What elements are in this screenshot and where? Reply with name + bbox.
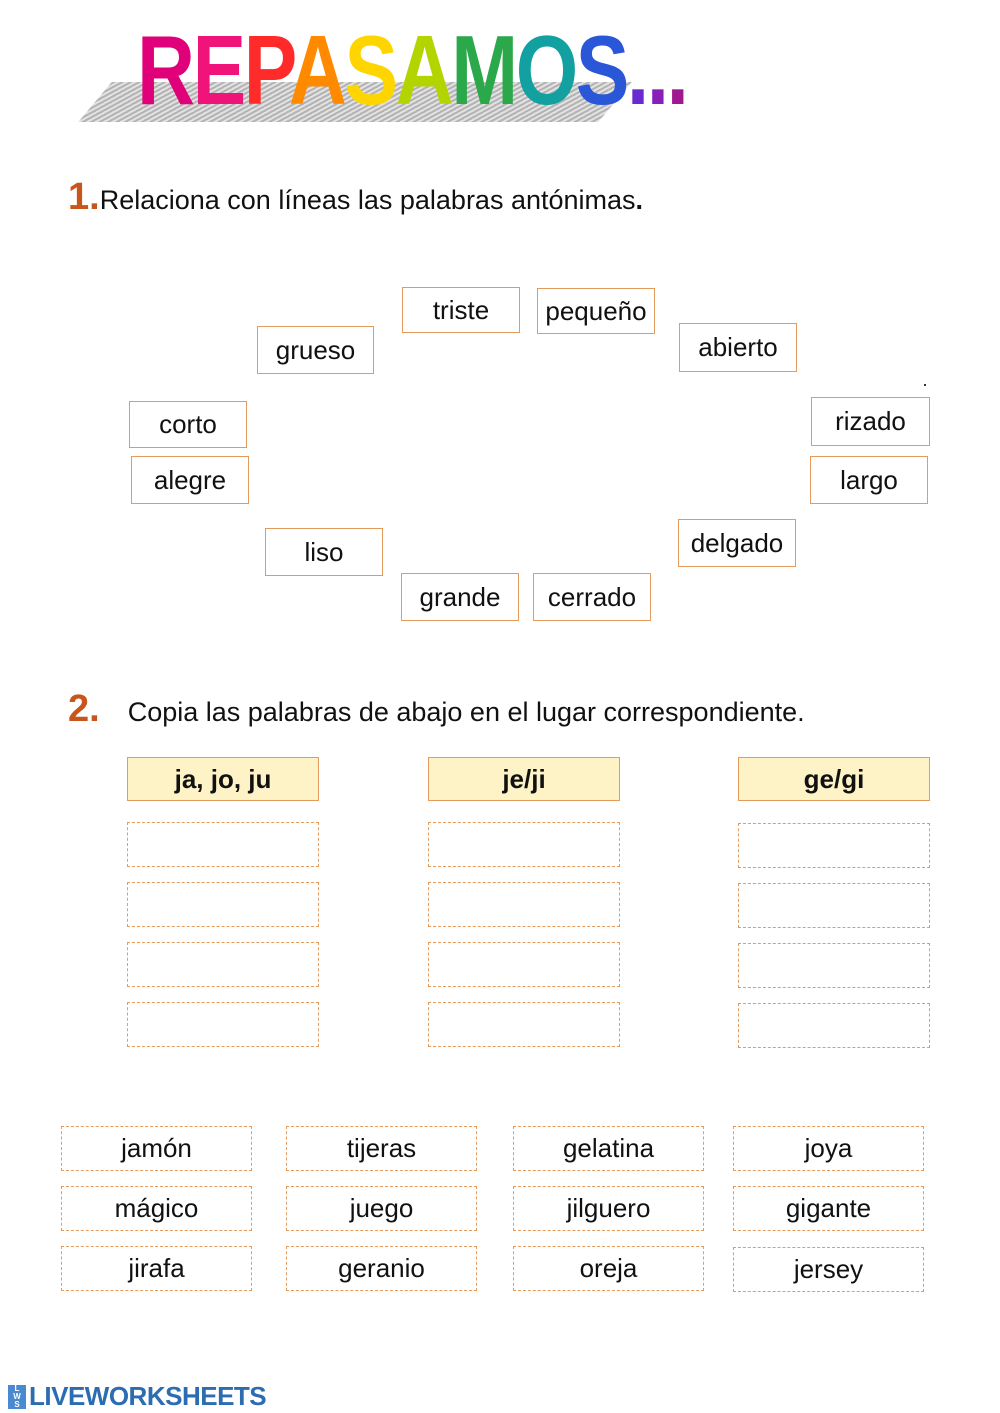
- bank-word-gelatina[interactable]: gelatina: [513, 1126, 704, 1171]
- bank-word-jersey[interactable]: jersey: [733, 1247, 924, 1292]
- title-letter: P: [243, 15, 289, 125]
- bank-word-joya[interactable]: joya: [733, 1126, 924, 1171]
- bank-word-jilguero[interactable]: jilguero: [513, 1186, 704, 1231]
- title-letter: .: [626, 15, 647, 125]
- exercise-1-instruction: Relaciona con líneas las palabras antónimas: [99, 185, 636, 215]
- title-letter: O: [515, 15, 576, 125]
- word-box-rizado[interactable]: rizado: [811, 397, 930, 446]
- title-letter: S: [575, 15, 627, 125]
- title-letter: S: [344, 15, 396, 125]
- word-box-corto[interactable]: corto: [129, 401, 247, 448]
- exercise-2-heading: [68, 688, 805, 731]
- word-box-delgado[interactable]: delgado: [678, 519, 796, 567]
- title-letter: A: [288, 15, 345, 125]
- title-letter: .: [646, 15, 667, 125]
- bank-word-jamon[interactable]: jamón: [61, 1126, 252, 1171]
- logo-icon-letter: W: [13, 1391, 21, 1401]
- answer-slot[interactable]: [127, 822, 319, 867]
- exercise-2-number: 2.: [68, 688, 100, 730]
- title-letter: R: [137, 15, 193, 125]
- liveworksheets-logo-icon: [8, 1385, 26, 1409]
- bank-word-jirafa[interactable]: jirafa: [61, 1246, 252, 1291]
- answer-slot[interactable]: [738, 883, 930, 928]
- word-box-pequeno[interactable]: pequeño: [537, 288, 655, 334]
- bank-word-oreja[interactable]: oreja: [513, 1246, 704, 1291]
- bank-word-magico[interactable]: mágico: [61, 1186, 252, 1231]
- word-box-largo[interactable]: largo: [810, 456, 928, 504]
- title-letter: .: [666, 15, 687, 125]
- answer-slot[interactable]: [428, 882, 620, 927]
- column-header-ja-jo-ju: ja, jo, ju: [127, 757, 319, 801]
- column-header-ge-gi: ge/gi: [738, 757, 930, 801]
- bank-word-tijeras[interactable]: tijeras: [286, 1126, 477, 1171]
- exercise-1-instruction-end: .: [635, 185, 644, 215]
- title-letter: M: [451, 15, 516, 125]
- exercise-1-heading: [68, 176, 643, 219]
- answer-slot[interactable]: [127, 942, 319, 987]
- word-box-triste[interactable]: triste: [402, 287, 520, 333]
- answer-slot[interactable]: [738, 823, 930, 868]
- title-logo: [95, 15, 687, 130]
- exercise-2-instruction: Copia las palabras de abajo en el lugar correspondiente.: [127, 697, 805, 727]
- word-box-liso[interactable]: liso: [265, 528, 383, 576]
- answer-slot[interactable]: [428, 822, 620, 867]
- exercise-1-number: 1.: [68, 176, 100, 218]
- bank-word-juego[interactable]: juego: [286, 1186, 477, 1231]
- answer-slot[interactable]: [428, 1002, 620, 1047]
- bank-word-gigante[interactable]: gigante: [733, 1186, 924, 1231]
- stray-dot: [924, 384, 926, 386]
- word-box-grueso[interactable]: grueso: [257, 326, 374, 374]
- word-box-abierto[interactable]: abierto: [679, 323, 797, 372]
- page-title: [137, 15, 687, 125]
- logo-icon-letter: S: [14, 1399, 20, 1409]
- logo-icon-letter: L: [14, 1383, 20, 1393]
- answer-slot[interactable]: [428, 942, 620, 987]
- answer-slot[interactable]: [127, 1002, 319, 1047]
- title-letter: A: [395, 15, 452, 125]
- footer-brand: [8, 1381, 266, 1412]
- word-box-grande[interactable]: grande: [401, 573, 519, 621]
- bank-word-geranio[interactable]: geranio: [286, 1246, 477, 1291]
- title-letter: E: [192, 15, 244, 125]
- answer-slot[interactable]: [127, 882, 319, 927]
- answer-slot[interactable]: [738, 943, 930, 988]
- column-header-je-ji: je/ji: [428, 757, 620, 801]
- word-box-alegre[interactable]: alegre: [131, 456, 249, 504]
- answer-slot[interactable]: [738, 1003, 930, 1048]
- word-box-cerrado[interactable]: cerrado: [533, 573, 651, 621]
- brand-name: LIVEWORKSHEETS: [29, 1381, 267, 1411]
